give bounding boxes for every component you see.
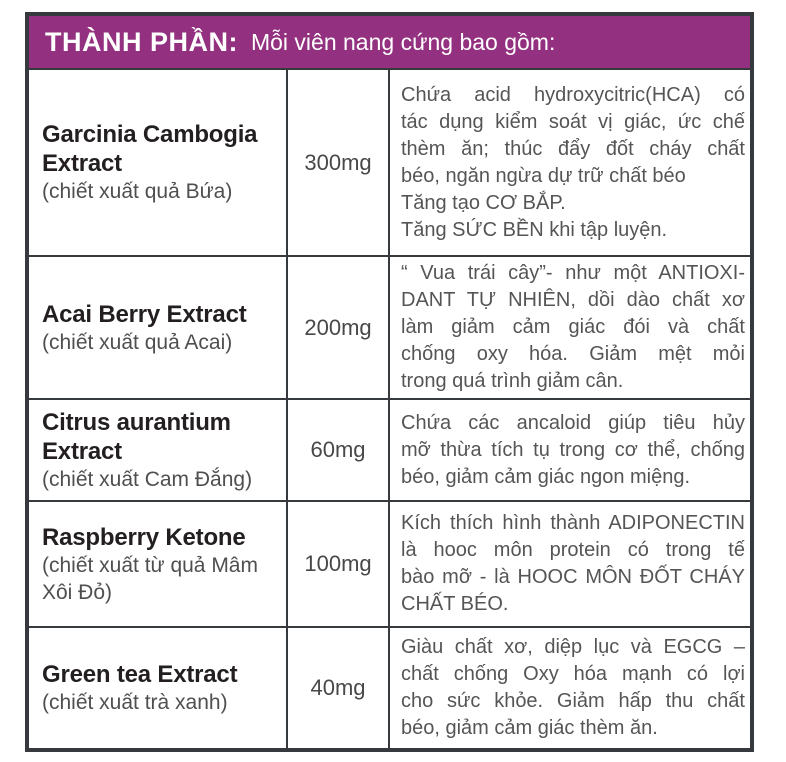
description-line: Chứa các ancaloid giúp tiêu hủy [401, 411, 745, 434]
description-line: chống oxy hóa. Giảm mệt mỏi [401, 343, 745, 365]
description-line: Chứa acid hydroxycitric(HCA) có [401, 83, 745, 106]
ingredient-name-cell [29, 502, 286, 626]
description-line: thèm ăn; thúc đẩy đốt cháy chất [401, 137, 745, 160]
table-row-raspberry [29, 500, 750, 626]
description-cell [388, 400, 750, 500]
description-line: bào mỡ - là HOOC MÔN ĐỐT CHÁY [401, 566, 745, 588]
description-line: là hooc môn protein có trong tế [401, 539, 745, 561]
dosage-cell [286, 400, 388, 500]
ingredient-name-cell [29, 628, 286, 748]
ingredient-name-cell [29, 257, 286, 398]
description-line: Kích thích hình thành ADIPONECTIN [401, 512, 745, 534]
ingredients-table [25, 12, 754, 752]
ingredient-subtitle: (chiết xuất từ quả Mâm Xôi Đỏ) [42, 553, 258, 604]
table-row-greentea [29, 626, 750, 748]
dosage-value: 60mg [310, 437, 366, 462]
dosage-value: 100mg [304, 551, 372, 576]
description-line: béo, ngăn ngừa dự trữ chất béo [401, 164, 686, 187]
ingredient-subtitle: (chiết xuất Cam Đắng) [42, 467, 253, 491]
description-cell [388, 257, 750, 398]
ingredient-name-cell [29, 70, 286, 255]
description-cell [388, 502, 750, 626]
dosage-value: 200mg [304, 314, 372, 340]
table-title: THÀNH PHẦN: [45, 26, 238, 57]
ingredient-subtitle: (chiết xuất quả Acai) [42, 330, 233, 354]
table-header-bar [29, 16, 750, 68]
description-line: cho sức khỏe. Giảm hấp thu chất [401, 690, 745, 712]
description-line: Tăng SỨC BỀN khi tập luyện. [401, 218, 668, 241]
dosage-cell [286, 628, 388, 748]
dosage-cell [286, 502, 388, 626]
dosage-value: 300mg [304, 149, 372, 175]
description-line: chất chống Oxy hóa mạnh có lợi [401, 663, 745, 685]
ingredient-name: Acai Berry Extract [42, 300, 247, 328]
description-line: DANT TỰ NHIÊN, dồi dào chất xơ [401, 289, 745, 311]
description-cell [388, 70, 750, 255]
description-line: tác dụng kiểm soát vị giác, ức chế [401, 110, 745, 133]
table-row-garcinia [29, 68, 750, 255]
description-line: mỡ thừa tích tụ trong cơ thể, chống [401, 438, 745, 461]
description-line: béo, giảm cảm giác thèm ăn. [401, 717, 658, 739]
dosage-cell [286, 70, 388, 255]
description-cell [388, 628, 750, 748]
table-subtitle: Mỗi viên nang cứng bao gồm: [250, 28, 556, 55]
description-line: làm giảm cảm giác đói và chất [401, 316, 745, 338]
ingredient-subtitle: (chiết xuất quả Bứa) [42, 180, 233, 203]
description-line: béo, giảm cảm giác ngon miệng. [401, 465, 691, 488]
ingredient-name: Garcinia Cambogia Extract [42, 121, 258, 177]
description-line: Giàu chất xơ, diệp lục và EGCG – [401, 636, 745, 658]
ingredient-subtitle: (chiết xuất trà xanh) [42, 691, 228, 714]
ingredient-name: Citrus aurantium Extract [42, 408, 231, 465]
dosage-value: 40mg [310, 675, 366, 700]
table-row-citrus [29, 398, 750, 500]
ingredient-name-cell [29, 400, 286, 500]
description-line: trong quá trình giảm cân. [401, 370, 624, 392]
ingredient-name: Raspberry Ketone [42, 523, 246, 551]
dosage-cell [286, 257, 388, 398]
ingredient-name: Green tea Extract [42, 661, 238, 688]
description-line: “ Vua trái cây”- như một ANTIOXI- [401, 262, 745, 284]
description-line: Tăng tạo CƠ BẮP. [401, 191, 566, 214]
table-row-acai [29, 255, 750, 398]
description-line: CHẤT BÉO. [401, 593, 509, 615]
